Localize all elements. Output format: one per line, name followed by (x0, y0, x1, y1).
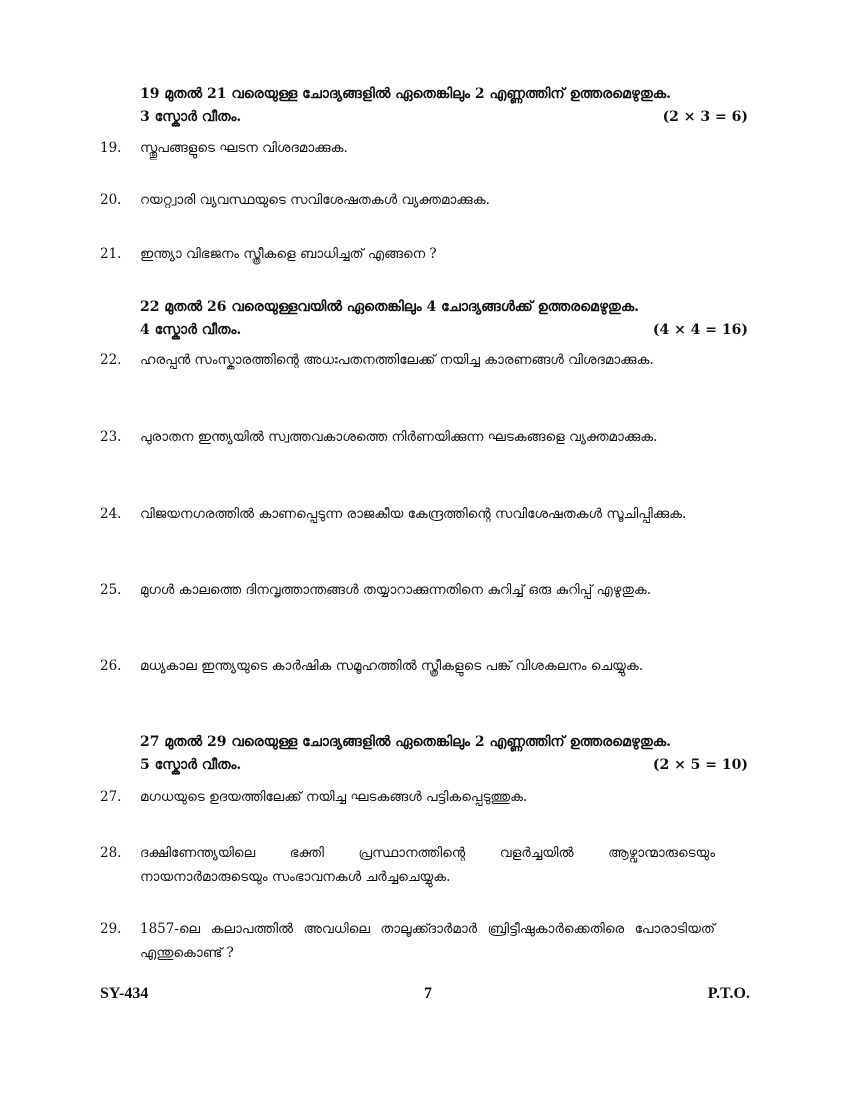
section-header-1 (140, 86, 748, 125)
question-number: 23. (100, 429, 122, 445)
page-number: 7 (424, 985, 433, 1002)
section-marks-label: 5 സ്കോർ വീതം. (140, 757, 242, 773)
question-27 (100, 785, 715, 809)
question-20 (100, 188, 715, 212)
question-text: പുരാതന ഇന്ത്യയിൽ സ്വത്തവകാശത്തെ നിർണയിക്കുന്ന ഘടകങ്ങളെ വ്യക്തമാക്കുക. (140, 429, 658, 445)
question-number: 28. (100, 845, 122, 861)
question-text: ഹരപ്പൻ സംസ്കാരത്തിന്റെ അധഃപതനത്തിലേക്ക് നയിച്ച കാരണങ്ങൾ വിശദമാക്കുക. (140, 352, 654, 368)
section-marks-label: 3 സ്കോർ വീതം. (140, 109, 242, 125)
question-25 (100, 578, 715, 602)
question-text: മുഗൾ കാലത്തെ ദിനവൃത്താന്തങ്ങൾ തയ്യാറാക്കുന്നതിനെ കുറിച്ച് ഒരു കുറിപ്പ് എഴുതുക. (140, 582, 652, 598)
question-number: 27. (100, 789, 122, 805)
question-number: 24. (100, 506, 122, 522)
section-marks-formula: (4 × 4 = 16) (652, 322, 748, 338)
question-number: 25. (100, 582, 122, 598)
section-instruction: 22 മുതൽ 26 വരെയുള്ളവയിൽ ഏതെങ്കിലും 4 ചോദ്യങ്ങൾക്ക് ഉത്തരമെഴുതുക. (140, 299, 640, 315)
question-text: 1857-ലെ കലാപത്തിൽ അവധിലെ താലൂക്ക്ദാർമാർ ബ്രിട്ടീഷുകാർക്കെതിരെ പോരാടിയത് എന്തുകൊണ്ട് ? (140, 921, 715, 961)
section-marks-label: 4 സ്കോർ വീതം. (140, 322, 242, 338)
section-marks-formula: (2 × 5 = 10) (652, 757, 748, 773)
section-header-3 (140, 734, 748, 773)
question-22 (100, 348, 715, 372)
question-19 (100, 136, 715, 160)
section-instruction: 19 മുതൽ 21 വരെയുള്ള ചോദ്യങ്ങളിൽ ഏതെങ്കിലും 2 എണ്ണത്തിന് ഉത്തരമെഴുതുക. (140, 86, 672, 102)
question-21 (100, 242, 715, 266)
page-footer (100, 985, 750, 1003)
question-text: സ്തൂപങ്ങളുടെ ഘടന വിശദമാക്കുക. (140, 140, 348, 156)
pto-label: P.T.O. (707, 985, 750, 1002)
question-26 (100, 654, 715, 678)
exam-code: SY-434 (100, 985, 149, 1002)
question-24 (100, 502, 715, 526)
question-text: ഇന്ത്യാ വിഭജനം സ്ത്രീകളെ ബാധിച്ചത് എങ്ങനെ ? (140, 246, 437, 262)
section-header-2 (140, 299, 748, 338)
question-number: 26. (100, 658, 122, 674)
question-28 (100, 841, 715, 889)
question-text: വിജയനഗരത്തിൽ കാണപ്പെടുന്ന രാജകീയ കേന്ദ്രത്തിന്റെ സവിശേഷതകൾ സൂചിപ്പിക്കുക. (140, 506, 687, 522)
section-marks-formula: (2 × 3 = 6) (662, 109, 748, 125)
question-text: മഗധയുടെ ഉദയത്തിലേക്ക് നയിച്ച ഘടകങ്ങൾ പട്ടികപ്പെടുത്തുക. (140, 789, 528, 805)
question-number: 19. (100, 140, 122, 156)
question-number: 29. (100, 921, 122, 937)
question-number: 20. (100, 192, 122, 208)
question-23 (100, 425, 715, 449)
question-number: 22. (100, 352, 122, 368)
section-instruction: 27 മുതൽ 29 വരെയുള്ള ചോദ്യങ്ങളിൽ ഏതെങ്കിലും 2 എണ്ണത്തിന് ഉത്തരമെഴുതുക. (140, 734, 672, 750)
question-number: 21. (100, 246, 122, 262)
question-text: മധ്യകാല ഇന്ത്യയുടെ കാർഷിക സമൂഹത്തിൽ സ്ത്രീകളുടെ പങ്ക് വിശകലനം ചെയ്യുക. (140, 658, 644, 674)
question-29 (100, 917, 715, 965)
question-text: ദക്ഷിണേന്ത്യയിലെ ഭക്തി പ്രസ്ഥാനത്തിന്റെ വളർച്ചയിൽ ആഴ്വാന്മാരുടെയും നായനാർമാരുടെയും സംഭാവനകൾ ചർച്ചചെയ്യുക. (140, 845, 715, 885)
question-text: റയറ്റ്വാരി വ്യവസ്ഥയുടെ സവിശേഷതകൾ വ്യക്തമാക്കുക. (140, 192, 490, 208)
